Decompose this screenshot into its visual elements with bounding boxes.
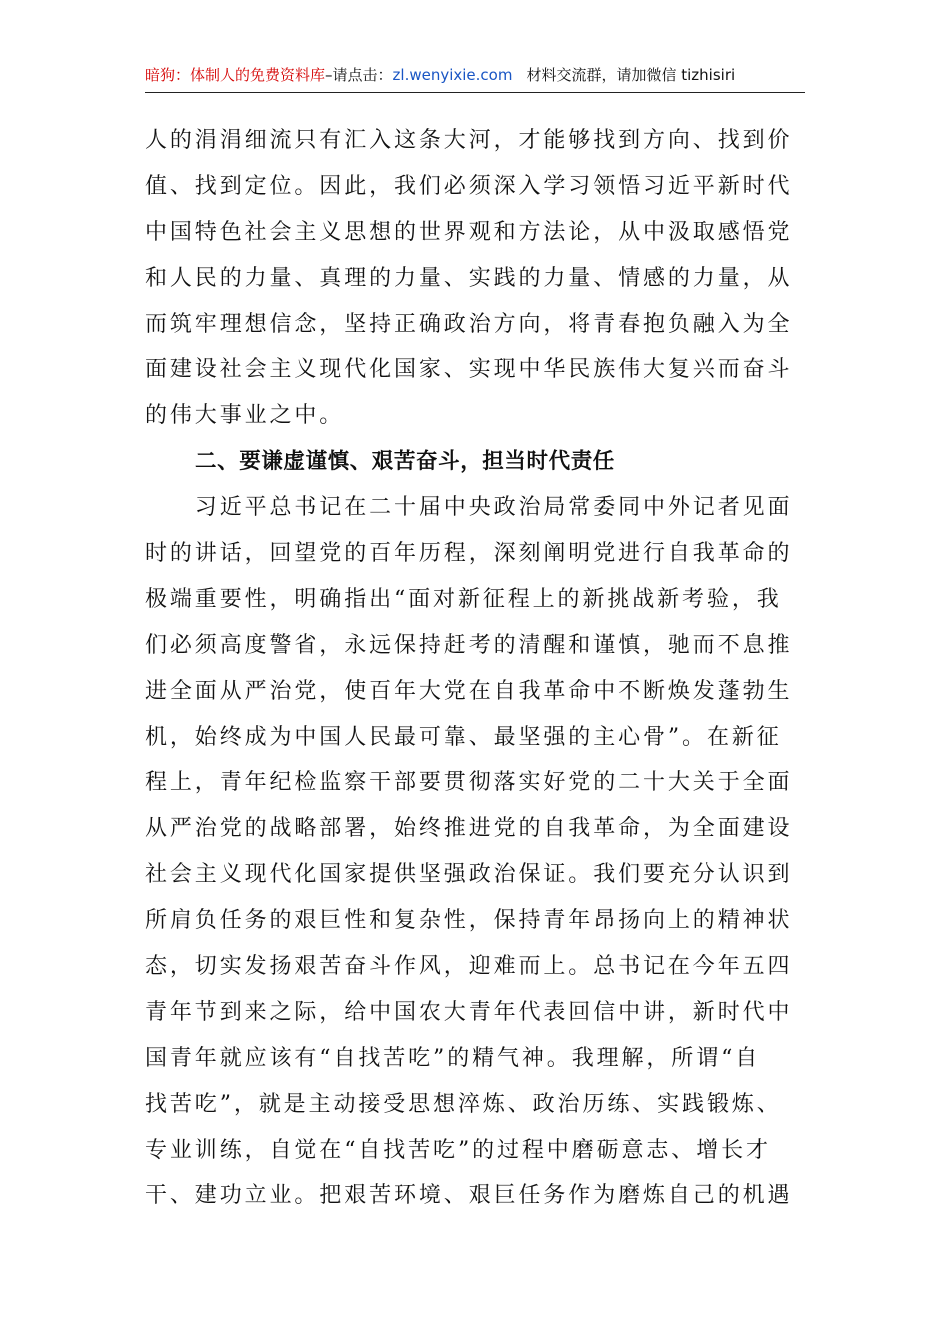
text-line: 青年节到来之际，给中国农大青年代表回信中讲，新时代中 (145, 999, 793, 1025)
text-line: 时的讲话，回望党的百年历程，深刻阐明党进行自我革命的 (145, 541, 793, 567)
text-line: 专业训练，自觉在“自找苦吃”的过程中磨砺意志、增长才 (145, 1137, 771, 1163)
document-body (145, 118, 805, 1219)
site-name: 暗狗：体制人的免费资料库 (145, 66, 326, 84)
text-line: 极端重要性，明确指出“面对新征程上的新挑战新考验，我 (145, 586, 782, 612)
text-line: 找苦吃”，就是主动接受思想淬炼、政治历练、实践锻炼、 (145, 1091, 782, 1117)
text-line: 机，始终成为中国人民最可靠、最坚强的主心骨”。在新征 (145, 724, 782, 750)
text-line: 而筑牢理想信念，坚持正确政治方向，将青春抱负融入为全 (145, 311, 793, 337)
text-line: 干、建功立业。把艰苦环境、艰巨任务作为磨炼自己的机遇 (145, 1183, 793, 1209)
text-line: 国青年就应该有“自找苦吃”的精气神。我理解，所谓“自 (145, 1045, 761, 1071)
text-line: 们必须高度警省，永远保持赶考的清醒和谨慎，驰而不息推 (145, 632, 793, 658)
text-line: 和人民的力量、真理的力量、实践的力量、情感的力量，从 (145, 265, 793, 291)
text-line: 中国特色社会主义思想的世界观和方法论，从中汲取感悟党 (145, 219, 793, 245)
text-line: 从严治党的战略部署，始终推进党的自我革命，为全面建设 (145, 816, 793, 842)
text-line: 社会主义现代化国家提供坚强政治保证。我们要充分认识到 (145, 862, 793, 888)
page-header (145, 58, 805, 93)
section-heading: 二、要谦虚谨慎、艰苦奋斗，担当时代责任 (195, 449, 615, 475)
site-link[interactable]: zl.wenyixie.com (392, 66, 513, 84)
contact-info: 材料交流群，请加微信 tizhisiri (526, 66, 736, 84)
text-line: 习近平总书记在二十届中央政治局常委同中外记者见面 (145, 495, 793, 521)
text-line: 面建设社会主义现代化国家、实现中华民族伟大复兴而奋斗 (145, 357, 793, 383)
click-prompt: –请点击： (325, 66, 393, 84)
text-line: 的伟大事业之中。 (145, 403, 345, 429)
text-line: 所肩负任务的艰巨性和复杂性，保持青年昂扬向上的精神状 (145, 908, 793, 934)
text-line: 人的涓涓细流只有汇入这条大河，才能够找到方向、找到价 (145, 128, 793, 153)
text-line: 态，切实发扬艰苦奋斗作风，迎难而上。总书记在今年五四 (145, 954, 793, 980)
text-line: 进全面从严治党，使百年大党在自我革命中不断焕发蓬勃生 (145, 678, 793, 704)
text-line: 程上，青年纪检监察干部要贯彻落实好党的二十大关于全面 (145, 770, 793, 796)
text-line: 值、找到定位。因此，我们必须深入学习领悟习近平新时代 (145, 173, 793, 199)
